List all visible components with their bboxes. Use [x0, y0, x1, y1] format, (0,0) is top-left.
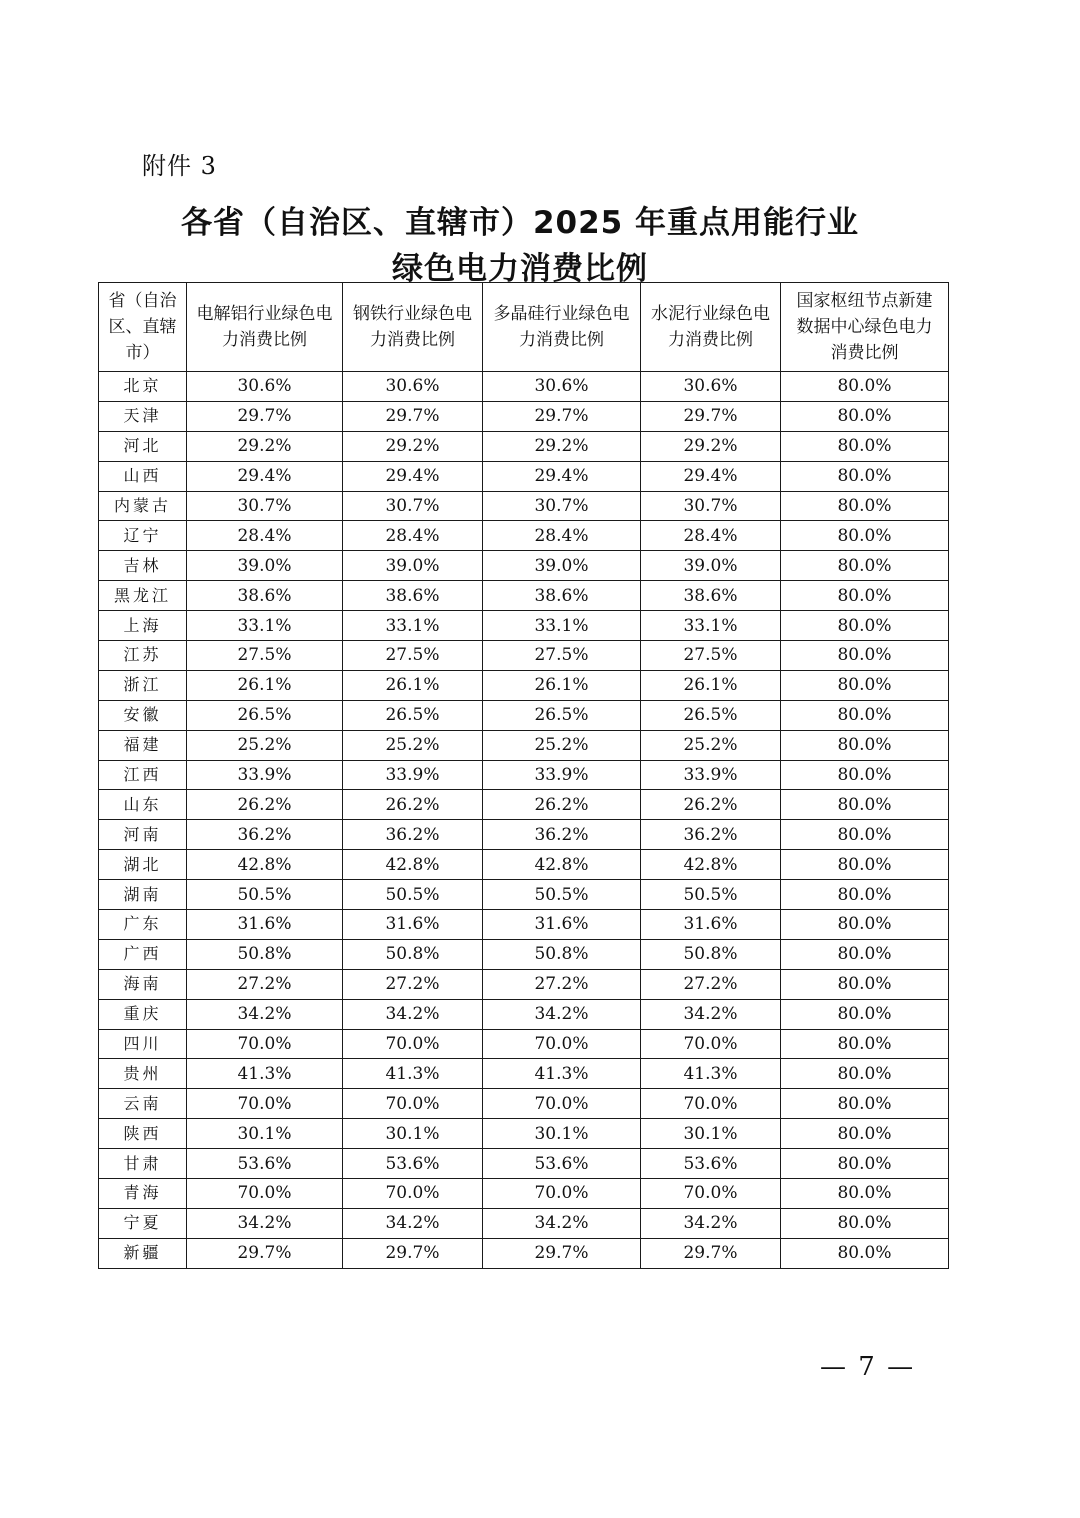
- aluminum-ratio-cell: 27.2%: [187, 969, 343, 999]
- steel-ratio-cell: 29.7%: [343, 1238, 483, 1268]
- aluminum-ratio-cell: 29.4%: [187, 461, 343, 491]
- data-center-ratio-cell: 80.0%: [781, 700, 949, 730]
- table-row: [99, 431, 949, 461]
- steel-ratio-cell: 38.6%: [343, 581, 483, 611]
- province-cell: 福建: [99, 730, 187, 760]
- province-cell: 青海: [99, 1179, 187, 1209]
- data-center-ratio-cell: 80.0%: [781, 850, 949, 880]
- polysilicon-ratio-cell: 50.8%: [483, 939, 641, 969]
- aluminum-ratio-cell: 26.2%: [187, 790, 343, 820]
- aluminum-ratio-cell: 29.7%: [187, 401, 343, 431]
- steel-ratio-cell: 26.1%: [343, 670, 483, 700]
- attachment-label: 附件 3: [142, 152, 217, 180]
- cement-ratio-cell: 25.2%: [641, 730, 781, 760]
- table-row: [99, 1238, 949, 1268]
- polysilicon-ratio-cell: 29.2%: [483, 431, 641, 461]
- province-cell: 湖南: [99, 880, 187, 910]
- table-row: [99, 700, 949, 730]
- aluminum-ratio-cell: 41.3%: [187, 1059, 343, 1089]
- data-center-ratio-cell: 80.0%: [781, 880, 949, 910]
- data-center-ratio-cell: 80.0%: [781, 641, 949, 671]
- table-body: [99, 372, 949, 1269]
- province-cell: 辽宁: [99, 521, 187, 551]
- province-cell: 北京: [99, 372, 187, 402]
- data-center-ratio-cell: 80.0%: [781, 1208, 949, 1238]
- table-row: [99, 1119, 949, 1149]
- steel-ratio-cell: 33.9%: [343, 760, 483, 790]
- province-cell: 江苏: [99, 641, 187, 671]
- province-cell: 四川: [99, 1029, 187, 1059]
- cement-ratio-cell: 27.2%: [641, 969, 781, 999]
- cement-ratio-cell: 70.0%: [641, 1029, 781, 1059]
- aluminum-ratio-cell: 50.5%: [187, 880, 343, 910]
- table-row: [99, 730, 949, 760]
- aluminum-ratio-cell: 29.2%: [187, 431, 343, 461]
- province-cell: 海南: [99, 969, 187, 999]
- aluminum-ratio-cell: 42.8%: [187, 850, 343, 880]
- polysilicon-ratio-cell: 29.7%: [483, 1238, 641, 1268]
- table-row: [99, 1059, 949, 1089]
- table-row: [99, 372, 949, 402]
- aluminum-ratio-cell: 53.6%: [187, 1149, 343, 1179]
- province-cell: 甘肃: [99, 1149, 187, 1179]
- province-cell: 陕西: [99, 1119, 187, 1149]
- polysilicon-ratio-cell: 36.2%: [483, 820, 641, 850]
- cement-ratio-cell: 50.8%: [641, 939, 781, 969]
- table-row: [99, 461, 949, 491]
- polysilicon-ratio-cell: 26.1%: [483, 670, 641, 700]
- table-row: [99, 790, 949, 820]
- polysilicon-ratio-cell: 29.4%: [483, 461, 641, 491]
- header-data-center: 国家枢纽节点新建数据中心绿色电力消费比例: [781, 283, 949, 372]
- polysilicon-ratio-cell: 70.0%: [483, 1089, 641, 1119]
- aluminum-ratio-cell: 34.2%: [187, 999, 343, 1029]
- steel-ratio-cell: 25.2%: [343, 730, 483, 760]
- aluminum-ratio-cell: 33.9%: [187, 760, 343, 790]
- province-cell: 贵州: [99, 1059, 187, 1089]
- document-title-line-1: 各省（自治区、直辖市）2025 年重点用能行业: [180, 205, 860, 241]
- data-center-ratio-cell: 80.0%: [781, 820, 949, 850]
- steel-ratio-cell: 29.7%: [343, 401, 483, 431]
- province-cell: 安徽: [99, 700, 187, 730]
- aluminum-ratio-cell: 70.0%: [187, 1089, 343, 1119]
- polysilicon-ratio-cell: 53.6%: [483, 1149, 641, 1179]
- polysilicon-ratio-cell: 38.6%: [483, 581, 641, 611]
- province-cell: 广东: [99, 910, 187, 940]
- polysilicon-ratio-cell: 27.5%: [483, 641, 641, 671]
- cement-ratio-cell: 53.6%: [641, 1149, 781, 1179]
- data-center-ratio-cell: 80.0%: [781, 1059, 949, 1089]
- data-center-ratio-cell: 80.0%: [781, 1029, 949, 1059]
- cement-ratio-cell: 27.5%: [641, 641, 781, 671]
- cement-ratio-cell: 29.7%: [641, 1238, 781, 1268]
- polysilicon-ratio-cell: 70.0%: [483, 1029, 641, 1059]
- header-province: 省（自治区、直辖市）: [99, 283, 187, 372]
- steel-ratio-cell: 26.5%: [343, 700, 483, 730]
- aluminum-ratio-cell: 30.7%: [187, 491, 343, 521]
- header-steel: 钢铁行业绿色电力消费比例: [343, 283, 483, 372]
- steel-ratio-cell: 28.4%: [343, 521, 483, 551]
- cement-ratio-cell: 42.8%: [641, 850, 781, 880]
- table-row: [99, 910, 949, 940]
- province-cell: 河南: [99, 820, 187, 850]
- polysilicon-ratio-cell: 31.6%: [483, 910, 641, 940]
- province-cell: 天津: [99, 401, 187, 431]
- province-cell: 新疆: [99, 1238, 187, 1268]
- table-row: [99, 521, 949, 551]
- table-header-row: [99, 283, 949, 372]
- data-center-ratio-cell: 80.0%: [781, 431, 949, 461]
- data-center-ratio-cell: 80.0%: [781, 581, 949, 611]
- table-row: [99, 850, 949, 880]
- data-center-ratio-cell: 80.0%: [781, 372, 949, 402]
- polysilicon-ratio-cell: 42.8%: [483, 850, 641, 880]
- cement-ratio-cell: 34.2%: [641, 999, 781, 1029]
- aluminum-ratio-cell: 70.0%: [187, 1179, 343, 1209]
- cement-ratio-cell: 30.1%: [641, 1119, 781, 1149]
- table-row: [99, 670, 949, 700]
- cement-ratio-cell: 29.7%: [641, 401, 781, 431]
- steel-ratio-cell: 27.5%: [343, 641, 483, 671]
- table-row: [99, 1089, 949, 1119]
- steel-ratio-cell: 34.2%: [343, 999, 483, 1029]
- province-cell: 宁夏: [99, 1208, 187, 1238]
- aluminum-ratio-cell: 29.7%: [187, 1238, 343, 1268]
- polysilicon-ratio-cell: 27.2%: [483, 969, 641, 999]
- header-electrolytic-aluminum: 电解铝行业绿色电力消费比例: [187, 283, 343, 372]
- steel-ratio-cell: 36.2%: [343, 820, 483, 850]
- steel-ratio-cell: 41.3%: [343, 1059, 483, 1089]
- polysilicon-ratio-cell: 41.3%: [483, 1059, 641, 1089]
- polysilicon-ratio-cell: 34.2%: [483, 999, 641, 1029]
- aluminum-ratio-cell: 50.8%: [187, 939, 343, 969]
- cement-ratio-cell: 26.1%: [641, 670, 781, 700]
- steel-ratio-cell: 31.6%: [343, 910, 483, 940]
- data-center-ratio-cell: 80.0%: [781, 969, 949, 999]
- cement-ratio-cell: 38.6%: [641, 581, 781, 611]
- polysilicon-ratio-cell: 25.2%: [483, 730, 641, 760]
- polysilicon-ratio-cell: 30.1%: [483, 1119, 641, 1149]
- province-cell: 江西: [99, 760, 187, 790]
- aluminum-ratio-cell: 33.1%: [187, 611, 343, 641]
- table-row: [99, 581, 949, 611]
- cement-ratio-cell: 36.2%: [641, 820, 781, 850]
- steel-ratio-cell: 26.2%: [343, 790, 483, 820]
- polysilicon-ratio-cell: 33.1%: [483, 611, 641, 641]
- data-center-ratio-cell: 80.0%: [781, 1149, 949, 1179]
- cement-ratio-cell: 70.0%: [641, 1089, 781, 1119]
- aluminum-ratio-cell: 36.2%: [187, 820, 343, 850]
- cement-ratio-cell: 33.1%: [641, 611, 781, 641]
- cement-ratio-cell: 26.5%: [641, 700, 781, 730]
- aluminum-ratio-cell: 38.6%: [187, 581, 343, 611]
- aluminum-ratio-cell: 39.0%: [187, 551, 343, 581]
- table-row: [99, 491, 949, 521]
- polysilicon-ratio-cell: 33.9%: [483, 760, 641, 790]
- polysilicon-ratio-cell: 30.7%: [483, 491, 641, 521]
- province-cell: 吉林: [99, 551, 187, 581]
- cement-ratio-cell: 30.6%: [641, 372, 781, 402]
- polysilicon-ratio-cell: 28.4%: [483, 521, 641, 551]
- province-cell: 上海: [99, 611, 187, 641]
- table-row: [99, 1208, 949, 1238]
- data-center-ratio-cell: 80.0%: [781, 910, 949, 940]
- aluminum-ratio-cell: 26.5%: [187, 700, 343, 730]
- cement-ratio-cell: 30.7%: [641, 491, 781, 521]
- steel-ratio-cell: 29.2%: [343, 431, 483, 461]
- cement-ratio-cell: 29.2%: [641, 431, 781, 461]
- data-center-ratio-cell: 80.0%: [781, 551, 949, 581]
- province-cell: 黑龙江: [99, 581, 187, 611]
- province-cell: 浙江: [99, 670, 187, 700]
- aluminum-ratio-cell: 26.1%: [187, 670, 343, 700]
- aluminum-ratio-cell: 34.2%: [187, 1208, 343, 1238]
- steel-ratio-cell: 34.2%: [343, 1208, 483, 1238]
- table-row: [99, 969, 949, 999]
- data-center-ratio-cell: 80.0%: [781, 730, 949, 760]
- province-cell: 山西: [99, 461, 187, 491]
- aluminum-ratio-cell: 30.6%: [187, 372, 343, 402]
- table-row: [99, 401, 949, 431]
- table-row: [99, 1029, 949, 1059]
- cement-ratio-cell: 50.5%: [641, 880, 781, 910]
- cement-ratio-cell: 28.4%: [641, 521, 781, 551]
- polysilicon-ratio-cell: 26.2%: [483, 790, 641, 820]
- green-electricity-ratio-table: [98, 282, 949, 1269]
- data-center-ratio-cell: 80.0%: [781, 521, 949, 551]
- steel-ratio-cell: 70.0%: [343, 1179, 483, 1209]
- province-cell: 广西: [99, 939, 187, 969]
- steel-ratio-cell: 50.8%: [343, 939, 483, 969]
- province-cell: 重庆: [99, 999, 187, 1029]
- header-cement: 水泥行业绿色电力消费比例: [641, 283, 781, 372]
- polysilicon-ratio-cell: 34.2%: [483, 1208, 641, 1238]
- table-row: [99, 1179, 949, 1209]
- steel-ratio-cell: 53.6%: [343, 1149, 483, 1179]
- data-center-ratio-cell: 80.0%: [781, 790, 949, 820]
- polysilicon-ratio-cell: 26.5%: [483, 700, 641, 730]
- polysilicon-ratio-cell: 39.0%: [483, 551, 641, 581]
- province-cell: 内蒙古: [99, 491, 187, 521]
- steel-ratio-cell: 42.8%: [343, 850, 483, 880]
- table-row: [99, 611, 949, 641]
- steel-ratio-cell: 70.0%: [343, 1089, 483, 1119]
- polysilicon-ratio-cell: 70.0%: [483, 1179, 641, 1209]
- polysilicon-ratio-cell: 30.6%: [483, 372, 641, 402]
- aluminum-ratio-cell: 28.4%: [187, 521, 343, 551]
- cement-ratio-cell: 31.6%: [641, 910, 781, 940]
- table-row: [99, 939, 949, 969]
- cement-ratio-cell: 26.2%: [641, 790, 781, 820]
- table-row: [99, 999, 949, 1029]
- data-center-ratio-cell: 80.0%: [781, 999, 949, 1029]
- table-row: [99, 641, 949, 671]
- cement-ratio-cell: 39.0%: [641, 551, 781, 581]
- page-number: — 7 —: [820, 1352, 916, 1382]
- data-center-ratio-cell: 80.0%: [781, 461, 949, 491]
- steel-ratio-cell: 30.7%: [343, 491, 483, 521]
- cement-ratio-cell: 29.4%: [641, 461, 781, 491]
- table-row: [99, 820, 949, 850]
- data-center-ratio-cell: 80.0%: [781, 491, 949, 521]
- cement-ratio-cell: 70.0%: [641, 1179, 781, 1209]
- cement-ratio-cell: 33.9%: [641, 760, 781, 790]
- steel-ratio-cell: 27.2%: [343, 969, 483, 999]
- data-center-ratio-cell: 80.0%: [781, 760, 949, 790]
- province-cell: 云南: [99, 1089, 187, 1119]
- aluminum-ratio-cell: 27.5%: [187, 641, 343, 671]
- polysilicon-ratio-cell: 29.7%: [483, 401, 641, 431]
- table-row: [99, 551, 949, 581]
- data-center-ratio-cell: 80.0%: [781, 611, 949, 641]
- steel-ratio-cell: 33.1%: [343, 611, 483, 641]
- header-polysilicon: 多晶硅行业绿色电力消费比例: [483, 283, 641, 372]
- steel-ratio-cell: 50.5%: [343, 880, 483, 910]
- steel-ratio-cell: 30.6%: [343, 372, 483, 402]
- polysilicon-ratio-cell: 50.5%: [483, 880, 641, 910]
- steel-ratio-cell: 70.0%: [343, 1029, 483, 1059]
- steel-ratio-cell: 30.1%: [343, 1119, 483, 1149]
- aluminum-ratio-cell: 70.0%: [187, 1029, 343, 1059]
- data-center-ratio-cell: 80.0%: [781, 670, 949, 700]
- table-row: [99, 880, 949, 910]
- province-cell: 湖北: [99, 850, 187, 880]
- cement-ratio-cell: 41.3%: [641, 1059, 781, 1089]
- document-title-line-2: 绿色电力消费比例: [392, 251, 648, 287]
- cement-ratio-cell: 34.2%: [641, 1208, 781, 1238]
- aluminum-ratio-cell: 31.6%: [187, 910, 343, 940]
- data-center-ratio-cell: 80.0%: [781, 1089, 949, 1119]
- province-cell: 河北: [99, 431, 187, 461]
- steel-ratio-cell: 39.0%: [343, 551, 483, 581]
- table-row: [99, 760, 949, 790]
- data-center-ratio-cell: 80.0%: [781, 1179, 949, 1209]
- data-center-ratio-cell: 80.0%: [781, 401, 949, 431]
- aluminum-ratio-cell: 30.1%: [187, 1119, 343, 1149]
- province-cell: 山东: [99, 790, 187, 820]
- table-row: [99, 1149, 949, 1179]
- steel-ratio-cell: 29.4%: [343, 461, 483, 491]
- data-center-ratio-cell: 80.0%: [781, 939, 949, 969]
- data-center-ratio-cell: 80.0%: [781, 1238, 949, 1268]
- data-center-ratio-cell: 80.0%: [781, 1119, 949, 1149]
- aluminum-ratio-cell: 25.2%: [187, 730, 343, 760]
